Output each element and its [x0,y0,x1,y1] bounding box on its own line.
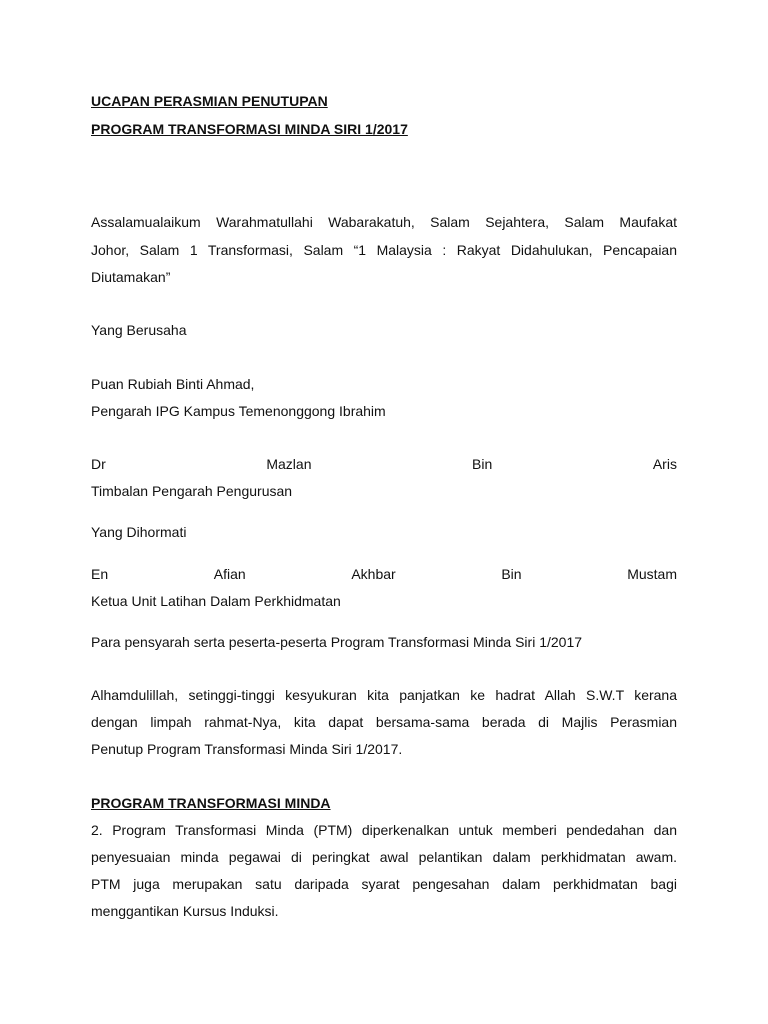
ketua-name-part: Mustam [627,566,677,582]
ketua-name [91,566,677,583]
yang-dihormati: Yang Dihormati [91,524,187,540]
section-para-line-3: PTM juga merupakan satu daripada syarat pengesahan dalam perkhidmatan bagi [91,876,677,892]
timbalan-name-part: Aris [652,456,677,472]
ketua-name-part: Akhbar [351,566,396,582]
title-line-1: UCAPAN PERASMIAN PENUTUPAN [91,93,328,109]
section-para-line-4: menggantikan Kursus Induksi. [91,903,279,919]
title-line-2: PROGRAM TRANSFORMASI MINDA SIRI 1/2017 [91,121,408,137]
pengarah-position: Pengarah IPG Kampus Temenonggong Ibrahim [91,403,386,419]
section-heading: PROGRAM TRANSFORMASI MINDA [91,795,331,811]
salutation-line-3: Diutamakan” [91,269,171,285]
ketua-position: Ketua Unit Latihan Dalam Perkhidmatan [91,593,341,609]
alhamdulillah-line-3: Penutup Program Transformasi Minda Siri 1/2017. [91,741,403,757]
section-para-line-2: penyesuaian minda pegawai di peringkat awal pelantikan dalam perkhidmatan awam. [91,849,677,865]
section-para-line-1: 2. Program Transformasi Minda (PTM) diperkenalkan untuk memberi pendedahan dan [91,822,677,838]
alhamdulillah-line-2: dengan limpah rahmat-Nya, kita dapat bersama-sama berada di Majlis Perasmian [91,714,677,730]
timbalan-name [91,456,677,473]
timbalan-position: Timbalan Pengarah Pengurusan [91,483,293,499]
timbalan-name-part: Bin [472,456,493,472]
ketua-name-part: En [91,566,109,582]
yang-berusaha: Yang Berusaha [91,322,187,338]
alhamdulillah-line-1: Alhamdulillah, setinggi-tinggi kesyukuran kita panjatkan ke hadrat Allah S.W.T kerana [91,687,677,703]
pengarah-name: Puan Rubiah Binti Ahmad, [91,376,255,392]
salutation-line-2: Johor, Salam 1 Transformasi, Salam “1 Malaysia : Rakyat Didahulukan, Pencapaian [91,242,677,258]
ketua-name-part: Bin [501,566,522,582]
timbalan-name-part: Dr [91,456,106,472]
para-pensyarah: Para pensyarah serta peserta-peserta Program Transformasi Minda Siri 1/2017 [91,634,583,650]
ketua-name-part: Afian [213,566,246,582]
salutation-line-1: Assalamualaikum Warahmatullahi Wabarakatuh, Salam Sejahtera, Salam Maufakat [91,214,677,230]
timbalan-name-part: Mazlan [266,456,312,472]
